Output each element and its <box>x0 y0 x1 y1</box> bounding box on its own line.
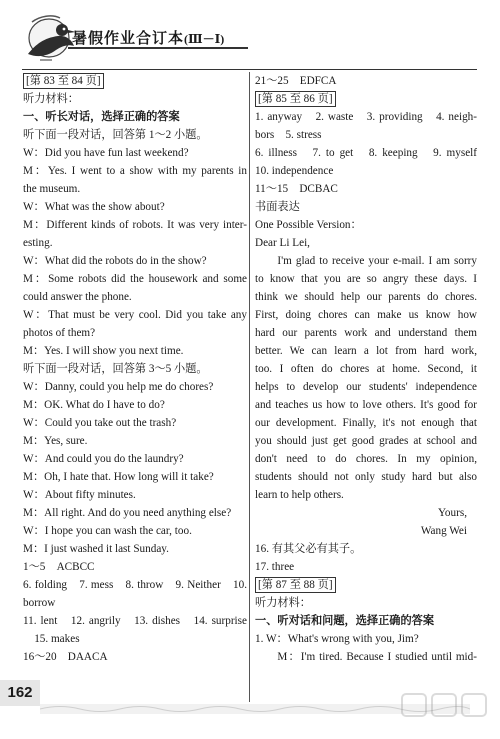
page-range-label: [第 83 至 84 页] <box>23 73 104 89</box>
text-line: our development. Finally, it's not enough that <box>255 417 477 429</box>
volume-label: (Ⅲ－Ⅰ) <box>184 32 225 46</box>
text-line: 17. three <box>255 561 295 573</box>
text-line: bors 5. stress <box>255 129 322 141</box>
text-line <box>23 72 247 90</box>
header-rule-top <box>68 47 248 49</box>
text-line: First, doing chores can make us know how <box>255 309 477 321</box>
text-line: to know that you are so angry these days. I <box>255 273 477 285</box>
text-line: esting. <box>23 237 53 249</box>
text-line: M：I just washed it last Sunday. <box>23 543 169 555</box>
text-line: 听下面一段对话，回答第 3～5 小题。 <box>23 363 208 375</box>
text-line <box>255 90 477 108</box>
text-line: 1. anyway 2. waste 3. providing 4. neigh- <box>255 111 477 123</box>
watermark-logo-icon <box>398 690 498 735</box>
text-line: the museum. <box>23 183 81 195</box>
text-line: borrow <box>23 597 56 609</box>
text-line: could answer the phone. <box>23 291 132 303</box>
header-rule-bottom <box>22 69 477 70</box>
text-line: W：And could you do the laundry? <box>23 453 184 465</box>
column-divider <box>249 72 250 702</box>
text-line: photos of them? <box>23 327 96 339</box>
text-line: 听力材料： <box>23 93 79 105</box>
text-line: 21～25 EDFCA <box>255 75 337 87</box>
text-line: One Possible Version： <box>255 219 362 231</box>
text-line: M：Oh, I hate that. How long will it take? <box>23 471 214 483</box>
text-line: 一、听对话和问题，选择正确的答案 <box>255 615 435 627</box>
text-line: hard our parents work and understand them <box>255 327 477 339</box>
text-line: 听下面一段对话，回答第 1～2 小题。 <box>23 129 208 141</box>
text-line: M：Different kinds of robots. It was very inter- <box>23 219 247 231</box>
text-line: 11～15 DCBAC <box>255 183 338 195</box>
text-line: you should just get good grades at school and <box>255 435 477 447</box>
text-line: W：Danny, could you help me do chores? <box>23 381 214 393</box>
page-range-label: [第 87 至 88 页] <box>255 577 336 593</box>
text-line: 听力材料： <box>255 597 311 609</box>
text-line: think we should help our parents do chores. <box>255 291 477 303</box>
text-line: and teaches us how to love others. It's good for <box>255 399 477 411</box>
text-line: M：All right. And do you need anything else? <box>23 507 232 519</box>
text-line: students should not only study hard but also <box>255 471 477 483</box>
text-line: M：Some robots did the housework and some <box>23 273 247 285</box>
text-line: Yours, <box>437 507 467 519</box>
right-column <box>255 72 477 666</box>
text-line: 书面表达 <box>255 201 300 213</box>
left-column <box>23 72 247 666</box>
text-line: better. We can learn a lot from hard work, <box>255 345 477 357</box>
text-line: 6. folding 7. mess 8. throw 9. Neither 10. <box>23 579 247 591</box>
text-line: W：What was the show about? <box>23 201 165 213</box>
text-line: 10. independence <box>255 165 334 177</box>
text-line: helps to develop our students' independence <box>255 381 477 393</box>
text-line: 一、听长对话，选择正确的答案 <box>23 111 180 123</box>
page-number: 162 <box>0 680 40 706</box>
text-line: Wang Wei <box>420 525 467 537</box>
text-line: 16～20 DAACA <box>23 651 108 663</box>
text-line: 6. illness 7. to get 8. keeping 9. myself <box>255 147 477 159</box>
bird-logo-icon <box>22 8 78 66</box>
text-line: don't need to do chores. In my opinion, <box>255 453 477 465</box>
text-line: W：Did you have fun last weekend? <box>23 147 189 159</box>
text-line: M：I'm tired. Because I studied until mid- <box>277 651 477 663</box>
text-line: M：Yes. I went to a show with my parents in <box>23 165 247 177</box>
text-line: W：That must be very cool. Did you take any <box>23 309 247 321</box>
text-line: 1. W：What's wrong with you, Jim? <box>255 633 419 645</box>
text-line: too. I often do chores at home. Second, it <box>255 363 477 375</box>
book-title: 暑假作业合订本 <box>72 31 185 47</box>
page-header <box>0 0 500 70</box>
text-line: I'm glad to receive your e-mail. I am sorry <box>277 255 477 267</box>
text-line: M：Yes. I will show you next time. <box>23 345 184 357</box>
text-line: W：What did the robots do in the show? <box>23 255 207 267</box>
text-line: 11. lent 12. angrily 13. dishes 14. surprise <box>23 615 247 627</box>
text-line: 16. 有其父必有其子。 <box>255 543 362 555</box>
text-line: M：OK. What do I have to do? <box>23 399 165 411</box>
text-line: 1～5 ACBCC <box>23 561 95 573</box>
text-line: W：Could you take out the trash? <box>23 417 177 429</box>
header-title <box>72 27 224 48</box>
page-range-label: [第 85 至 86 页] <box>255 91 336 107</box>
text-line <box>255 576 477 594</box>
text-line: 15. makes <box>23 633 80 645</box>
text-line: learn to help others. <box>255 489 344 501</box>
text-line: Dear Li Lei, <box>255 237 310 249</box>
text-line: W：I hope you can wash the car, too. <box>23 525 192 537</box>
text-line: W：About fifty minutes. <box>23 489 136 501</box>
text-line: M：Yes, sure. <box>23 435 88 447</box>
